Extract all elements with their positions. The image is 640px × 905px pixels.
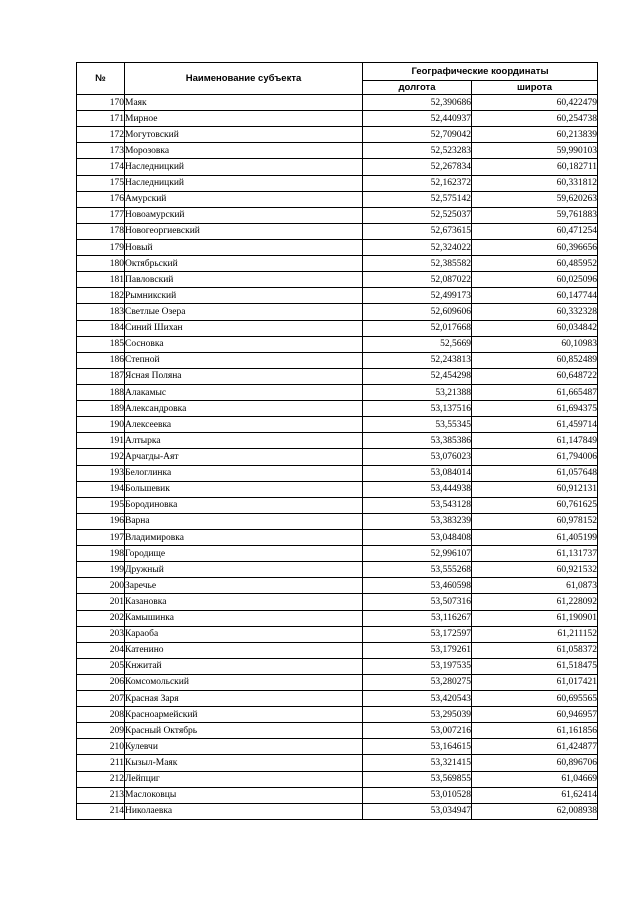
- settlement-name: Алексеевка: [125, 417, 363, 433]
- settlement-name: Городище: [125, 546, 363, 562]
- longitude-value: 53,21388: [363, 384, 472, 400]
- longitude-value: 53,034947: [363, 803, 472, 819]
- latitude-value: 60,896706: [472, 755, 598, 771]
- latitude-value: 61,459714: [472, 417, 598, 433]
- longitude-value: 52,267834: [363, 159, 472, 175]
- latitude-value: 60,485952: [472, 256, 598, 272]
- table-row: [77, 320, 598, 336]
- settlement-name: Лейпциг: [125, 771, 363, 787]
- settlement-name: Морозовка: [125, 143, 363, 159]
- settlement-name: Алакамыс: [125, 384, 363, 400]
- table-row: [77, 787, 598, 803]
- row-number: 210: [77, 739, 125, 755]
- latitude-value: 60,921532: [472, 562, 598, 578]
- latitude-value: 60,471254: [472, 223, 598, 239]
- header-longitude: долгота: [363, 81, 472, 95]
- latitude-value: 62,008938: [472, 803, 598, 819]
- settlement-name: Красный Октябрь: [125, 723, 363, 739]
- settlement-name: Амурский: [125, 191, 363, 207]
- latitude-value: 61,161856: [472, 723, 598, 739]
- settlement-name: Казановка: [125, 594, 363, 610]
- table-row: [77, 401, 598, 417]
- row-number: 179: [77, 239, 125, 255]
- latitude-value: 60,648722: [472, 368, 598, 384]
- settlement-name: Заречье: [125, 578, 363, 594]
- table-row: [77, 384, 598, 400]
- row-number: 193: [77, 465, 125, 481]
- settlement-name: Новый: [125, 239, 363, 255]
- table-row: [77, 803, 598, 819]
- row-number: 209: [77, 723, 125, 739]
- latitude-value: 60,946957: [472, 707, 598, 723]
- table-row: [77, 272, 598, 288]
- table-row: [77, 578, 598, 594]
- longitude-value: 52,390686: [363, 95, 472, 111]
- header-num: №: [77, 63, 125, 95]
- table-row: [77, 626, 598, 642]
- longitude-value: 53,460598: [363, 578, 472, 594]
- longitude-value: 53,507316: [363, 594, 472, 610]
- row-number: 214: [77, 803, 125, 819]
- table-row: [77, 546, 598, 562]
- table-row: [77, 594, 598, 610]
- latitude-value: 60,332328: [472, 304, 598, 320]
- settlement-name: Рымникский: [125, 288, 363, 304]
- table-row: [77, 529, 598, 545]
- longitude-value: 53,010528: [363, 787, 472, 803]
- settlement-name: Арчагды-Аят: [125, 449, 363, 465]
- table-row: [77, 449, 598, 465]
- settlement-name: Бородиновка: [125, 497, 363, 513]
- settlement-name: Большевик: [125, 481, 363, 497]
- longitude-value: 53,197535: [363, 658, 472, 674]
- row-number: 192: [77, 449, 125, 465]
- row-number: 188: [77, 384, 125, 400]
- longitude-value: 52,5669: [363, 336, 472, 352]
- row-number: 175: [77, 175, 125, 191]
- settlement-name: Сосновка: [125, 336, 363, 352]
- settlement-name: Комсомольский: [125, 674, 363, 690]
- latitude-value: 61,017421: [472, 674, 598, 690]
- table-row: [77, 771, 598, 787]
- settlement-name: Александровка: [125, 401, 363, 417]
- settlement-name: Светлые Озера: [125, 304, 363, 320]
- row-number: 186: [77, 352, 125, 368]
- latitude-value: 59,761883: [472, 207, 598, 223]
- latitude-value: 60,761625: [472, 497, 598, 513]
- longitude-value: 52,499173: [363, 288, 472, 304]
- settlement-name: Кызыл-Маяк: [125, 755, 363, 771]
- settlement-name: Кулевчи: [125, 739, 363, 755]
- row-number: 191: [77, 433, 125, 449]
- longitude-value: 53,007216: [363, 723, 472, 739]
- latitude-value: 61,147849: [472, 433, 598, 449]
- table-row: [77, 207, 598, 223]
- table-row: [77, 610, 598, 626]
- settlement-name: Кнжитай: [125, 658, 363, 674]
- longitude-value: 53,321415: [363, 755, 472, 771]
- latitude-value: 61,694375: [472, 401, 598, 417]
- table-row: [77, 288, 598, 304]
- table-row: [77, 497, 598, 513]
- latitude-value: 59,990103: [472, 143, 598, 159]
- settlement-name: Красная Заря: [125, 691, 363, 707]
- row-number: 194: [77, 481, 125, 497]
- table-row: [77, 111, 598, 127]
- longitude-value: 52,525037: [363, 207, 472, 223]
- settlement-name: Катенино: [125, 642, 363, 658]
- header-coords: Географические координаты: [363, 63, 598, 81]
- settlement-name: Камышинка: [125, 610, 363, 626]
- settlement-name: Могутовский: [125, 127, 363, 143]
- latitude-value: 60,147744: [472, 288, 598, 304]
- table-row: [77, 336, 598, 352]
- row-number: 178: [77, 223, 125, 239]
- longitude-value: 53,444938: [363, 481, 472, 497]
- settlement-name: Новоамурский: [125, 207, 363, 223]
- settlement-name: Караоба: [125, 626, 363, 642]
- table-row: [77, 465, 598, 481]
- latitude-value: 60,254738: [472, 111, 598, 127]
- settlement-name: Маяк: [125, 95, 363, 111]
- table-row: [77, 417, 598, 433]
- longitude-value: 53,084014: [363, 465, 472, 481]
- table-row: [77, 191, 598, 207]
- table-row: [77, 239, 598, 255]
- longitude-value: 52,385582: [363, 256, 472, 272]
- longitude-value: 52,575142: [363, 191, 472, 207]
- settlement-name: Степной: [125, 352, 363, 368]
- longitude-value: 52,523283: [363, 143, 472, 159]
- longitude-value: 53,172597: [363, 626, 472, 642]
- latitude-value: 61,190901: [472, 610, 598, 626]
- table-row: [77, 723, 598, 739]
- row-number: 177: [77, 207, 125, 223]
- longitude-value: 53,295039: [363, 707, 472, 723]
- table-row: [77, 562, 598, 578]
- table-row: [77, 642, 598, 658]
- table-row: [77, 352, 598, 368]
- settlement-name: Наследницкий: [125, 159, 363, 175]
- longitude-value: 53,164615: [363, 739, 472, 755]
- latitude-value: 60,034842: [472, 320, 598, 336]
- latitude-value: 61,04669: [472, 771, 598, 787]
- settlement-name: Дружный: [125, 562, 363, 578]
- longitude-value: 52,454298: [363, 368, 472, 384]
- table-row: [77, 368, 598, 384]
- settlement-name: Николаевка: [125, 803, 363, 819]
- row-number: 172: [77, 127, 125, 143]
- longitude-value: 53,137516: [363, 401, 472, 417]
- latitude-value: 61,0873: [472, 578, 598, 594]
- longitude-value: 52,609606: [363, 304, 472, 320]
- table-row: [77, 256, 598, 272]
- latitude-value: 59,620263: [472, 191, 598, 207]
- settlement-name: Красноармейский: [125, 707, 363, 723]
- table-row: [77, 223, 598, 239]
- longitude-value: 52,162372: [363, 175, 472, 191]
- settlement-name: Синий Шихан: [125, 320, 363, 336]
- row-number: 189: [77, 401, 125, 417]
- latitude-value: 61,057648: [472, 465, 598, 481]
- latitude-value: 61,424877: [472, 739, 598, 755]
- row-number: 174: [77, 159, 125, 175]
- latitude-value: 60,695565: [472, 691, 598, 707]
- row-number: 206: [77, 674, 125, 690]
- longitude-value: 52,087022: [363, 272, 472, 288]
- longitude-value: 52,709042: [363, 127, 472, 143]
- table-row: [77, 739, 598, 755]
- table-row: [77, 674, 598, 690]
- row-number: 185: [77, 336, 125, 352]
- table-row: [77, 755, 598, 771]
- table-row: [77, 658, 598, 674]
- longitude-value: 53,076023: [363, 449, 472, 465]
- row-number: 184: [77, 320, 125, 336]
- row-number: 205: [77, 658, 125, 674]
- row-number: 173: [77, 143, 125, 159]
- longitude-value: 53,116267: [363, 610, 472, 626]
- row-number: 183: [77, 304, 125, 320]
- latitude-value: 60,025096: [472, 272, 598, 288]
- latitude-value: 61,058372: [472, 642, 598, 658]
- row-number: 203: [77, 626, 125, 642]
- settlement-name: Мирное: [125, 111, 363, 127]
- row-number: 211: [77, 755, 125, 771]
- latitude-value: 61,211152: [472, 626, 598, 642]
- row-number: 180: [77, 256, 125, 272]
- longitude-value: 53,420543: [363, 691, 472, 707]
- longitude-value: 53,383239: [363, 513, 472, 529]
- table-row: [77, 513, 598, 529]
- table-row: [77, 481, 598, 497]
- latitude-value: 60,10983: [472, 336, 598, 352]
- table-header: [77, 63, 598, 95]
- row-number: 201: [77, 594, 125, 610]
- table-row: [77, 433, 598, 449]
- latitude-value: 60,978152: [472, 513, 598, 529]
- latitude-value: 61,228092: [472, 594, 598, 610]
- settlement-name: Маслоковцы: [125, 787, 363, 803]
- longitude-value: 52,243813: [363, 352, 472, 368]
- settlement-name: Октябрьский: [125, 256, 363, 272]
- row-number: 176: [77, 191, 125, 207]
- longitude-value: 52,017668: [363, 320, 472, 336]
- latitude-value: 60,422479: [472, 95, 598, 111]
- table-row: [77, 707, 598, 723]
- row-number: 213: [77, 787, 125, 803]
- row-number: 197: [77, 529, 125, 545]
- row-number: 199: [77, 562, 125, 578]
- row-number: 190: [77, 417, 125, 433]
- row-number: 208: [77, 707, 125, 723]
- coordinates-table: [76, 62, 598, 820]
- header-latitude: широта: [472, 81, 598, 95]
- longitude-value: 53,555268: [363, 562, 472, 578]
- settlement-name: Белоглинка: [125, 465, 363, 481]
- settlement-name: Новогеоргиевский: [125, 223, 363, 239]
- latitude-value: 60,396656: [472, 239, 598, 255]
- row-number: 204: [77, 642, 125, 658]
- row-number: 200: [77, 578, 125, 594]
- row-number: 202: [77, 610, 125, 626]
- row-number: 171: [77, 111, 125, 127]
- longitude-value: 52,324022: [363, 239, 472, 255]
- header-name: Наименование субъекта: [125, 63, 363, 95]
- row-number: 198: [77, 546, 125, 562]
- latitude-value: 61,518475: [472, 658, 598, 674]
- longitude-value: 53,048408: [363, 529, 472, 545]
- latitude-value: 60,912131: [472, 481, 598, 497]
- longitude-value: 53,385386: [363, 433, 472, 449]
- settlement-name: Ясная Поляна: [125, 368, 363, 384]
- latitude-value: 60,213839: [472, 127, 598, 143]
- table-row: [77, 127, 598, 143]
- table-row: [77, 175, 598, 191]
- longitude-value: 53,55345: [363, 417, 472, 433]
- settlement-name: Варна: [125, 513, 363, 529]
- longitude-value: 52,996107: [363, 546, 472, 562]
- table-row: [77, 143, 598, 159]
- latitude-value: 61,131737: [472, 546, 598, 562]
- latitude-value: 60,331812: [472, 175, 598, 191]
- row-number: 212: [77, 771, 125, 787]
- table-row: [77, 304, 598, 320]
- table-row: [77, 95, 598, 111]
- longitude-value: 53,543128: [363, 497, 472, 513]
- latitude-value: 60,182711: [472, 159, 598, 175]
- table-body: [77, 95, 598, 820]
- settlement-name: Павловский: [125, 272, 363, 288]
- row-number: 170: [77, 95, 125, 111]
- latitude-value: 61,794006: [472, 449, 598, 465]
- row-number: 181: [77, 272, 125, 288]
- header-row-top: [77, 63, 598, 81]
- latitude-value: 61,665487: [472, 384, 598, 400]
- latitude-value: 61,62414: [472, 787, 598, 803]
- longitude-value: 53,179261: [363, 642, 472, 658]
- latitude-value: 60,852489: [472, 352, 598, 368]
- longitude-value: 53,569855: [363, 771, 472, 787]
- longitude-value: 52,440937: [363, 111, 472, 127]
- row-number: 207: [77, 691, 125, 707]
- settlement-name: Владимировка: [125, 529, 363, 545]
- table-row: [77, 159, 598, 175]
- row-number: 182: [77, 288, 125, 304]
- longitude-value: 53,280275: [363, 674, 472, 690]
- longitude-value: 52,673615: [363, 223, 472, 239]
- settlement-name: Алтырка: [125, 433, 363, 449]
- row-number: 196: [77, 513, 125, 529]
- table-row: [77, 691, 598, 707]
- latitude-value: 61,405199: [472, 529, 598, 545]
- row-number: 195: [77, 497, 125, 513]
- settlement-name: Наследницкий: [125, 175, 363, 191]
- row-number: 187: [77, 368, 125, 384]
